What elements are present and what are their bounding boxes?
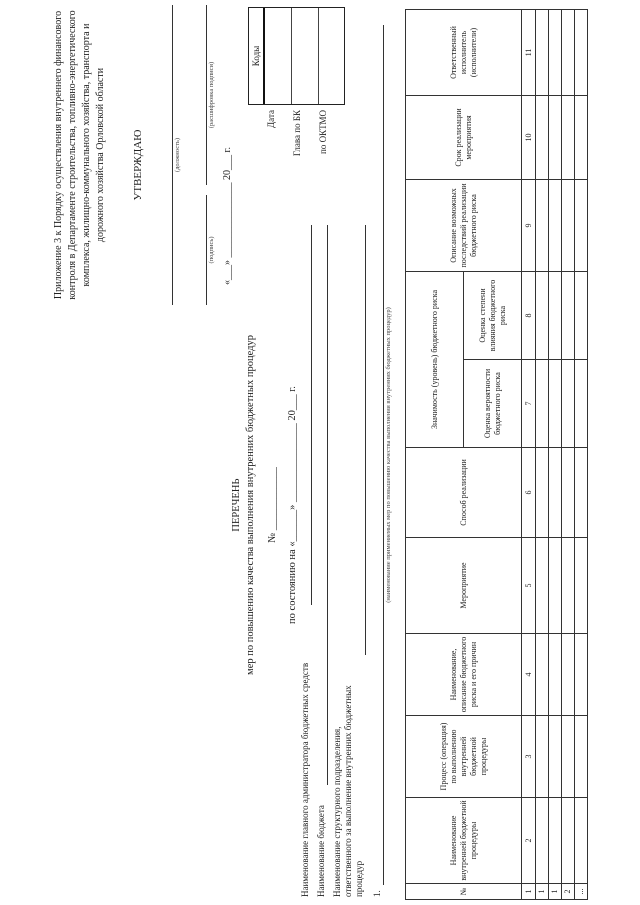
field-admin-line <box>300 225 312 605</box>
title-number: № ____________ <box>267 467 278 543</box>
th-significance: Значимость (уровень) бюджетного риска <box>406 271 464 447</box>
field-budget-label: Наименование бюджета <box>316 805 326 897</box>
row-label: 1 <box>549 884 562 900</box>
signature-caption: (подпись) <box>208 236 215 264</box>
field-unit-label-3: процедур <box>354 860 364 897</box>
th-deadline: Срок реализации мероприятия <box>406 95 522 179</box>
title-line-1: ПЕРЕЧЕНЬ <box>231 478 242 532</box>
table-row <box>536 9 549 899</box>
th-risk: Наименование, описание бюджетного риска и его причин <box>406 634 522 716</box>
th-method: Способ реализации <box>406 448 522 538</box>
position-line <box>162 5 173 305</box>
th-consequences: Описание возможных последствий реализации бюджетного риска <box>406 179 522 271</box>
col-number: 1 <box>522 884 536 900</box>
field-unit-label-2: ответственного за выполнение внутренних бюджетных <box>343 685 353 897</box>
approve-title: УТВЕРЖДАЮ <box>132 129 144 201</box>
code-cell-oktmo <box>319 8 345 104</box>
decoding-line <box>196 5 207 185</box>
title-date: по состоянию на «______» _______________ 20___ г. <box>287 386 298 624</box>
th-probability: Оценка вероятности бюджетного риска <box>464 360 522 448</box>
th-number: № <box>406 884 522 900</box>
codes-label-bk: Глава по БК <box>292 110 302 157</box>
codes-box <box>248 7 345 105</box>
row-label: ... <box>575 884 588 900</box>
col-number: 8 <box>522 271 536 359</box>
field-unit-line <box>354 225 366 655</box>
row-label: 1 <box>536 884 549 900</box>
codes-label-date: Дата <box>266 110 276 128</box>
signature-line <box>196 195 207 305</box>
field-admin-label: Наименование главного администратора бюджетных средств <box>300 662 310 897</box>
col-number: 11 <box>522 9 536 95</box>
th-process: Процесс (операция) по выполнению внутренней бюджетной процедуры <box>406 716 522 798</box>
table-header-row-1 <box>406 9 464 899</box>
table-number-row <box>522 9 536 899</box>
approve-date: «___» _______________ 20___ г. <box>222 147 233 285</box>
col-number: 9 <box>522 179 536 271</box>
th-procedure: Наименование внутренней бюджетной процедуры <box>406 798 522 884</box>
col-number: 4 <box>522 634 536 716</box>
code-cell-bk <box>292 8 319 104</box>
col-number: 10 <box>522 95 536 179</box>
decoding-caption: (расшифровка подписи) <box>208 61 215 129</box>
th-impact: Оценка степени влияния бюджетного риска <box>464 271 522 359</box>
th-measure: Мероприятие <box>406 538 522 634</box>
table-row <box>575 9 588 899</box>
table-row <box>562 9 575 899</box>
col-number: 5 <box>522 538 536 634</box>
item-caption: (наименование применяемых мер по повышению качества выполнения внутренних бюджетных процедур) <box>385 307 392 603</box>
col-number: 2 <box>522 798 536 884</box>
measures-table <box>405 9 588 900</box>
annex-note: Приложение 3 к Порядку осуществления внутреннего финансового контроля в Департаменте строительства, топливно-энергетического комплекса, жилищно-коммунального хозяйства, транспорта и дорожного хозяйства Орловской области <box>53 10 106 300</box>
document-title <box>230 225 300 785</box>
field-unit-label-1: Наименование структурного подразделения, <box>332 726 342 897</box>
col-number: 6 <box>522 448 536 538</box>
row-label: 2 <box>562 884 575 900</box>
col-number: 7 <box>522 360 536 448</box>
title-line-2: мер по повышению качества выполнения внутренних бюджетных процедур <box>245 335 256 675</box>
code-cell-date <box>265 8 292 104</box>
table-row <box>549 9 562 899</box>
item-number: 1. <box>372 890 382 897</box>
codes-label-oktmo: по ОКТМО <box>318 110 328 154</box>
position-caption: (должность) <box>174 137 181 173</box>
col-number: 3 <box>522 716 536 798</box>
codes-header: Коды <box>249 8 265 104</box>
th-responsible: Ответственный исполнитель (исполнители) <box>406 9 522 95</box>
field-budget-line <box>316 225 328 785</box>
item-line <box>372 25 384 885</box>
